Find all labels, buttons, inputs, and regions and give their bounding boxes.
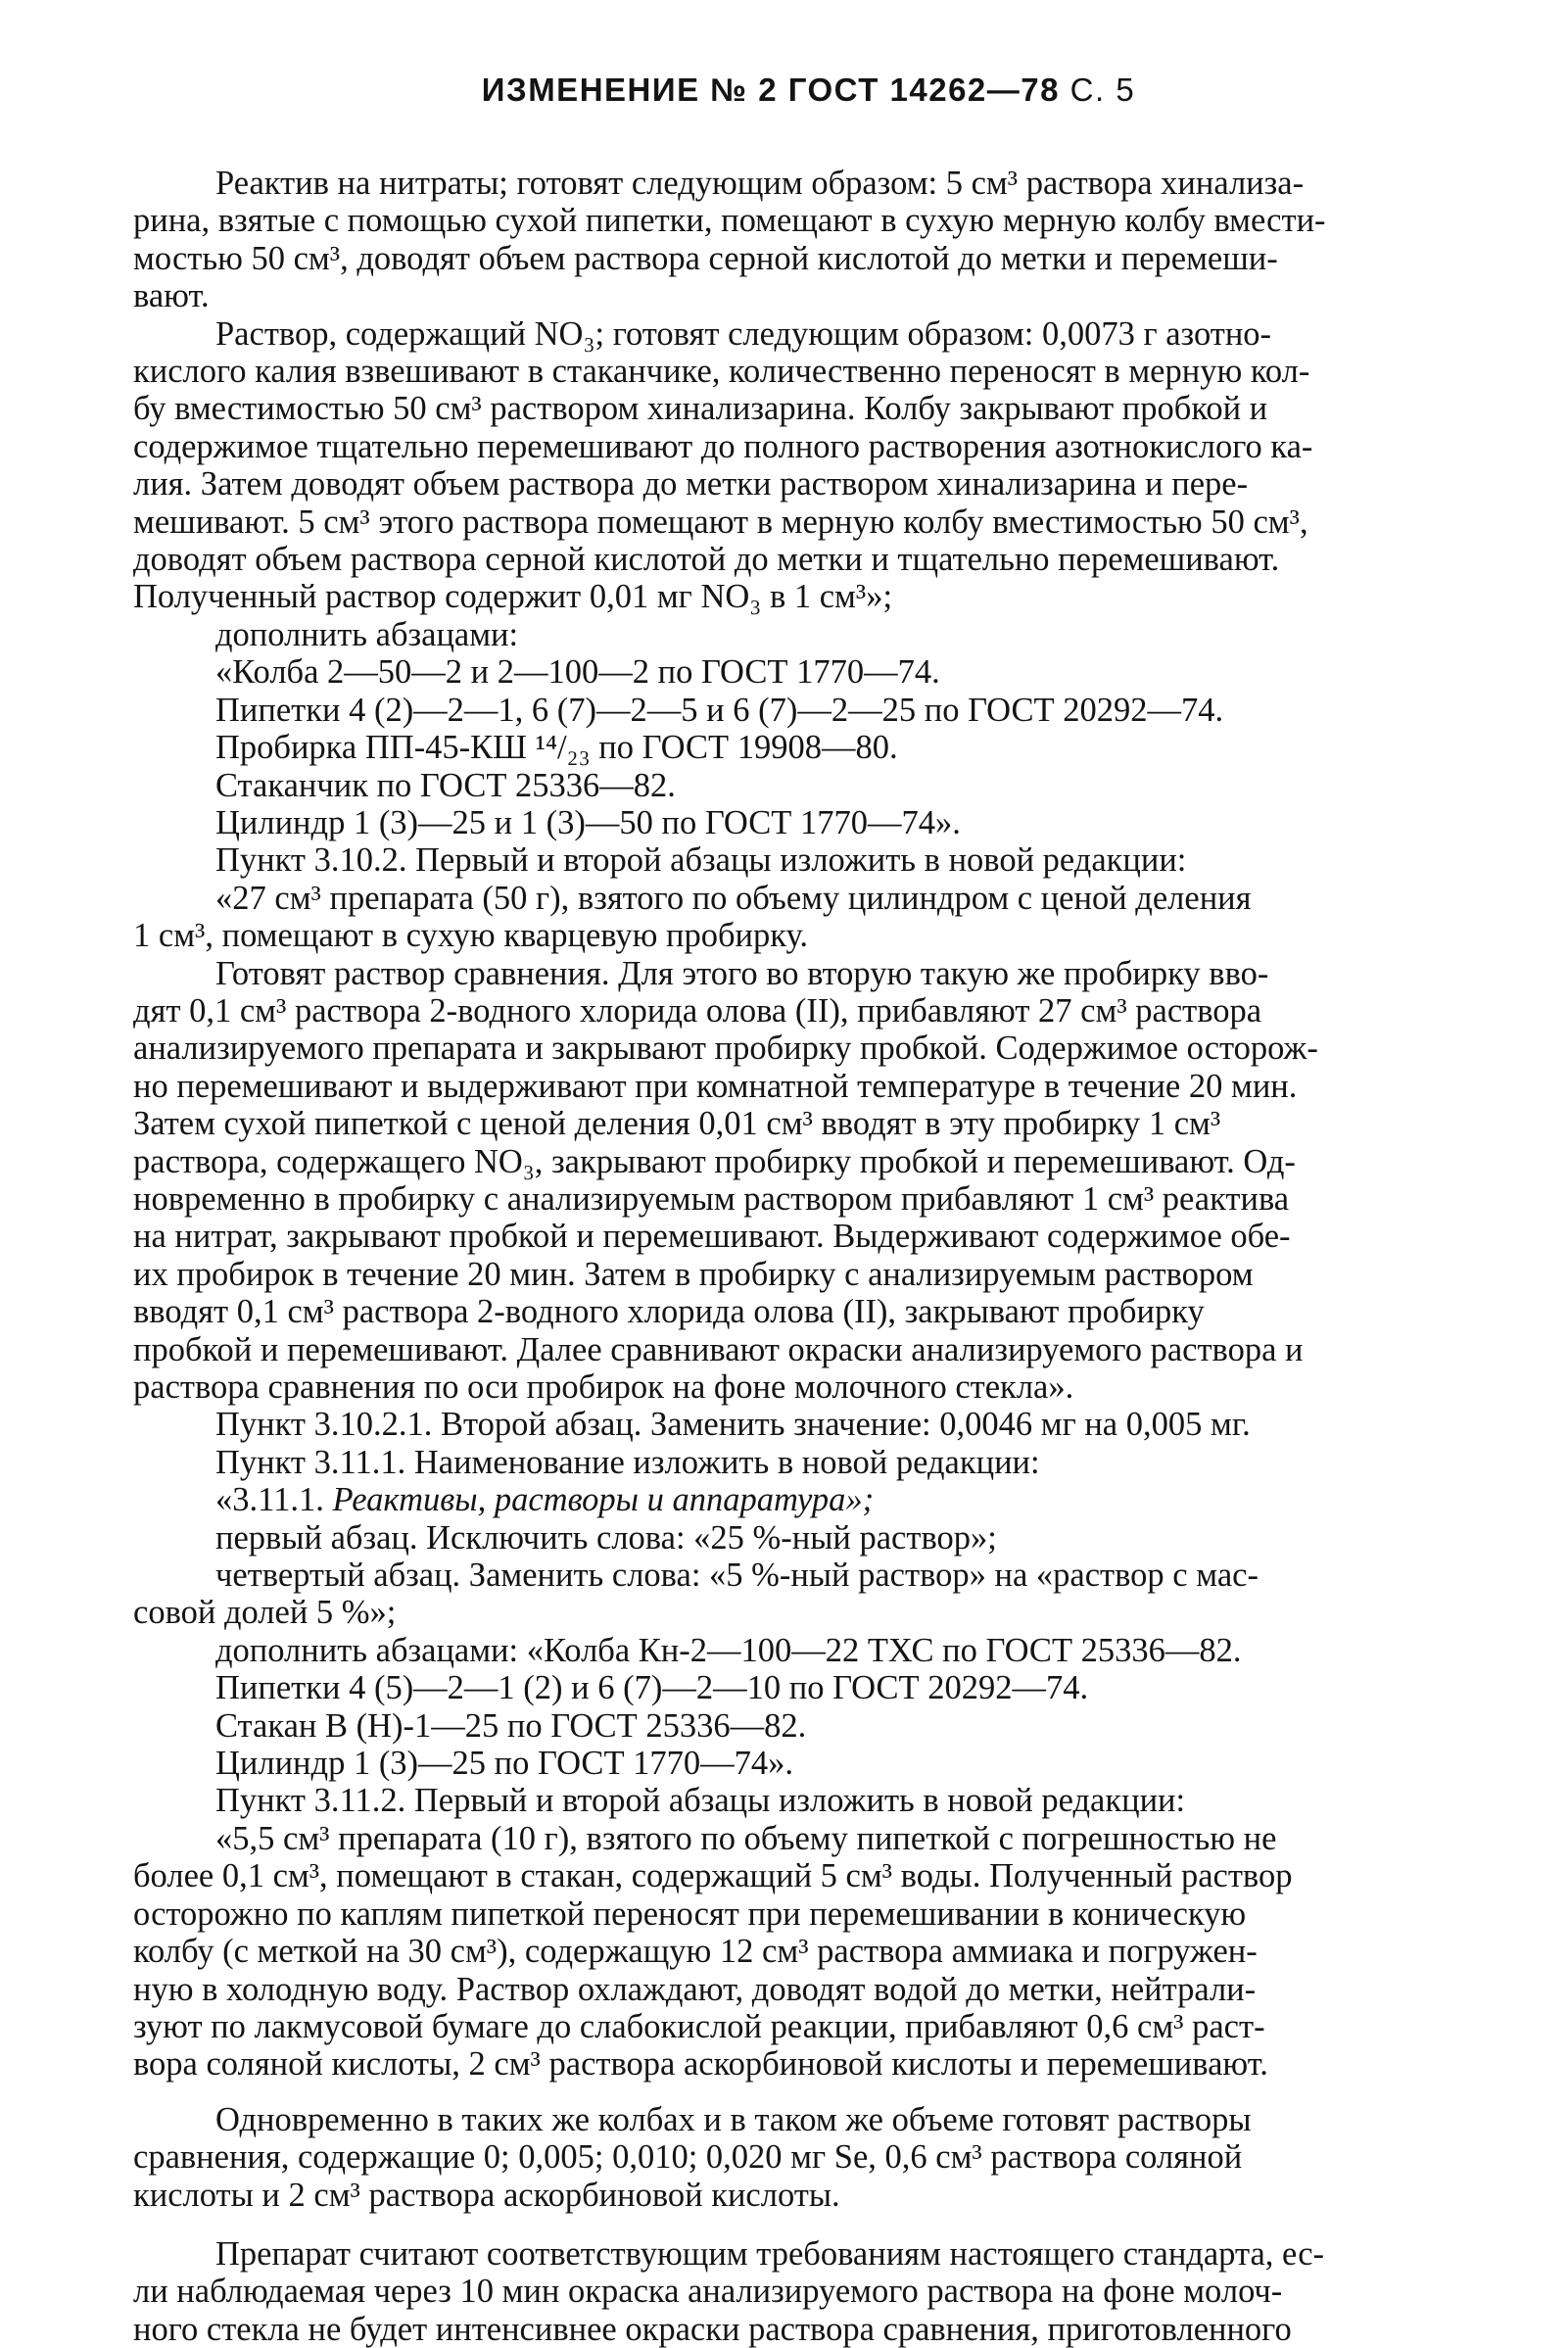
- new-heading-number: «3.11.1.: [215, 1481, 324, 1519]
- list-item-cylinder-2: Цилиндр 1 (3)—25 по ГОСТ 1770—74».: [215, 1745, 794, 1783]
- paragraph-first-abzac: первый абзац. Исключить слова: «25 %-ный раствор»;: [215, 1518, 997, 1557]
- paragraph-add-items-1: дополнить абзацами:: [215, 615, 519, 653]
- list-item-flask: «Колба 2—50—2 и 2—100—2 по ГОСТ 1770—74.: [215, 653, 940, 692]
- new-heading-title: Реактивы, растворы и аппаратура»;: [332, 1481, 875, 1519]
- paragraph-new-heading: [133, 1481, 1484, 1518]
- paragraph-clause-3-11-1: Пункт 3.11.1. Наименование изложить в новой редакции:: [215, 1443, 1040, 1481]
- header-page-number: С. 5: [1069, 72, 1136, 108]
- list-item-pipettes-2: Пипетки 4 (5)—2—1 (2) и 6 (7)—2—10 по ГОСТ 20292—74.: [215, 1669, 1089, 1707]
- paragraph-comparison-solutions: Одновременно в таких же колбах и в таком же объеме готовят растворы сравнения, содержащие 0; 0,005; 0,010; 0,020 мг Se, 0,6 см³ раствора соляной кислоты и 2 см³ раствора аскорбиновой кислоты.: [133, 2100, 1252, 2214]
- page-header: [133, 71, 1484, 110]
- paragraph-clause-3-10-2: Пункт 3.10.2. Первый и второй абзацы изложить в новой редакции:: [215, 841, 1187, 880]
- paragraph-no3-solution: Раствор, содержащий NO₃; готовят следующим образом: 0,0073 г азотно- кислого калия взвешивают в стаканчике, количественно переносят в мерную кол- бу вместимостью 50 см³ раствором хинализарина. Колбу закрывают пробкой и содержимое тщательно перемешивают до полного растворения азотнокислого ка- лия. Затем доводят объем раствора до метки раствором хинализарина и пере- мешивают. 5 см³ этого раствора помещают в мерную колбу вместимостью 50 см³, доводят объем раствора серной кислотой до метки и тщательно перемешивают. Полученный раствор содержит 0,01 мг NO₃ в 1 см³»;: [133, 314, 1313, 616]
- list-item-pipettes-1: Пипетки 4 (2)—2—1, 6 (7)—2—5 и 6 (7)—2—25 по ГОСТ 20292—74.: [215, 691, 1224, 729]
- paragraph-sample-5-5cm3: «5,5 см³ препарата (10 г), взятого по объему пипеткой с погрешностью не более 0,1 см³, помещают в стакан, содержащий 5 см³ воды. Полученный раствор осторожно по каплям пипеткой переносят при перемешивании в коническую колбу (с меткой на 30 см³), содержащую 12 см³ раствора аммиака и погружен- ную в холодную воду. Раствор охлаждают, доводят водой до метки, нейтрали- зуют по лакмусовой бумаге до слабокислой реакции, прибавляют 0,6 см³ раст- вора соляной кислоты, 2 см³ раствора аскорбиновой кислоты и перемешивают.: [133, 1819, 1293, 2084]
- list-item-test-tube: Пробирка ПП-45-КШ ¹⁴/₂₃ по ГОСТ 19908—80.: [215, 729, 898, 767]
- list-item-beaker-1: Стаканчик по ГОСТ 25336—82.: [215, 766, 676, 804]
- list-item-beaker-2: Стакан В (Н)-1—25 по ГОСТ 25336—82.: [215, 1706, 807, 1745]
- paragraph-comparison-solution: Готовят раствор сравнения. Для этого во вторую такую же пробирку вво- дят 0,1 см³ раствора 2-водного хлорида олова (II), прибавляют 27 см³ раствора анализируемого препарата и закрывают пробирку пробкой. Содержимое осторож- но перемешивают и выдерживают при комнатной температуре в течение 20 мин. Затем сухой пипеткой с ценой деления 0,01 см³ вводят в эту пробирку 1 см³ раствора, содержащего NO₃, закрывают пробирку пробкой и перемешивают. Од- новременно в пробирку с анализируемым раствором прибавляют 1 см³ реактива на нитрат, закрывают пробкой и перемешивают. Выдерживают содержимое обе- их пробирок в течение 20 мин. Затем в пробирку с анализируемым раствором вводят 0,1 см³ раствора 2-водного хлорида олова (II), закрывают пробирку пробкой и перемешивают. Далее сравнивают окраски анализируемого раствора и раствора сравнения по оси пробирок на фоне молочного стекла».: [133, 954, 1318, 1406]
- list-item-cylinder-1: Цилиндр 1 (3)—25 и 1 (3)—50 по ГОСТ 1770—74».: [215, 803, 961, 841]
- paragraph-reagent-nitrates: Реактив на нитраты; готовят следующим образом: 5 см³ раствора хинализа- рина, взятые с помощью сухой пипетки, помещают в сухую мерную колбу вмести- мостью 50 см³, доводят объем раствора серной кислотой до метки и перемеши- вают.: [133, 165, 1326, 315]
- header-title: ИЗМЕНЕНИЕ № 2 ГОСТ 14262—78: [481, 72, 1060, 108]
- paragraph-sample-27cm3: «27 см³ препарата (50 г), взятого по объему цилиндром с ценой деления 1 см³, помещают в сухую кварцевую пробирку.: [133, 879, 1252, 955]
- paragraph-add-items-2: дополнить абзацами: «Колба Кн-2—100—22 ТХС по ГОСТ 25336—82.: [215, 1631, 1242, 1669]
- paragraph-clause-3-10-2-1: Пункт 3.10.2.1. Второй абзац. Заменить значение: 0,0046 мг на 0,005 мг.: [215, 1406, 1251, 1444]
- paragraph-compliance: Препарат считают соответствующим требованиям настоящего стандарта, ес- ли наблюдаемая через 10 мин окраска анализируемого раствора на фоне молоч- ного стекла не будет интенсивнее окраски раствора сравнения, приготовленного: [133, 2234, 1324, 2348]
- paragraph-clause-3-11-2: Пункт 3.11.2. Первый и второй абзацы изложить в новой редакции:: [215, 1782, 1186, 1820]
- paragraph-fourth-abzac: четвертый абзац. Заменить слова: «5 %-ный раствор» на «раствор с мас- совой долей 5 %»;: [133, 1557, 1259, 1632]
